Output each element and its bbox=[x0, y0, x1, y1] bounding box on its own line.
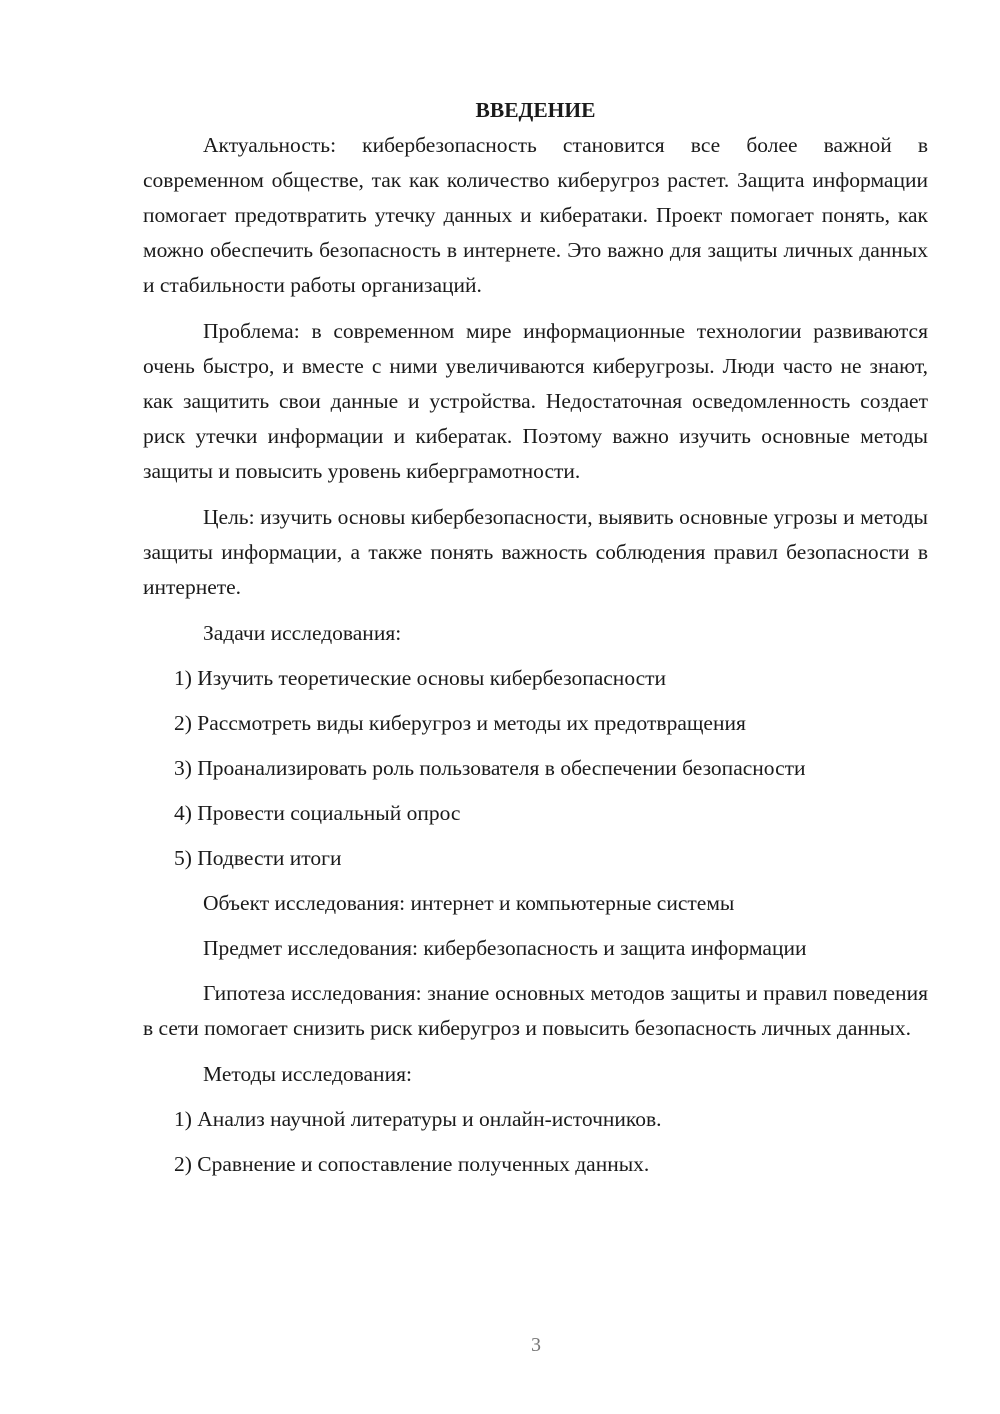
task-item: 3) Проанализировать роль пользователя в обеспечении безопасности bbox=[174, 756, 806, 780]
subject-line: Предмет исследования: кибербезопасность и защита информации bbox=[203, 936, 807, 960]
task-item: 1) Изучить теоретические основы кибербезопасности bbox=[174, 666, 667, 690]
goal-paragraph: Цель: изучить основы кибербезопасности, выявить основные угрозы и методы защиты информации, а также понять важность соблюдения правил безопасности в интернете. bbox=[143, 505, 928, 599]
method-item: 2) Сравнение и сопоставление полученных данных. bbox=[174, 1152, 650, 1176]
object-line: Объект исследования: интернет и компьютерные системы bbox=[203, 891, 735, 915]
tasks-heading: Задачи исследования: bbox=[203, 621, 402, 645]
problem-paragraph: Проблема: в современном мире информационные технологии развиваются очень быстро, и вместе с ними увеличиваются киберугрозы. Люди часто не знают, как защитить свои данные и устройства. Недостаточная осведомленность создает риск утечки информации и кибератак. Поэтому важно изучить основные методы защиты и повысить уровень киберграмотности. bbox=[143, 319, 928, 483]
page-title: ВВЕДЕНИЕ bbox=[475, 98, 596, 122]
task-item: 5) Подвести итоги bbox=[174, 846, 342, 870]
task-item: 2) Рассмотреть виды киберугроз и методы их предотвращения bbox=[174, 711, 746, 735]
relevance-paragraph: Актуальность: кибербезопасность становится все более важной в современном обществе, так как количество киберугроз растет. Защита информации помогает предотвратить утечку данных и кибератаки. Проект помогает понять, как можно обеспечить безопасность в интернете. Это важно для защиты личных данных и стабильности работы организаций. bbox=[143, 133, 928, 297]
methods-heading: Методы исследования: bbox=[203, 1062, 412, 1086]
method-item: 1) Анализ научной литературы и онлайн-источников. bbox=[174, 1107, 662, 1131]
task-item: 4) Провести социальный опрос bbox=[174, 801, 461, 825]
hypothesis-paragraph: Гипотеза исследования: знание основных методов защиты и правил поведения в сети помогает снизить риск киберугроз и повысить безопасность личных данных. bbox=[143, 981, 928, 1040]
page-number: 3 bbox=[531, 1334, 541, 1356]
